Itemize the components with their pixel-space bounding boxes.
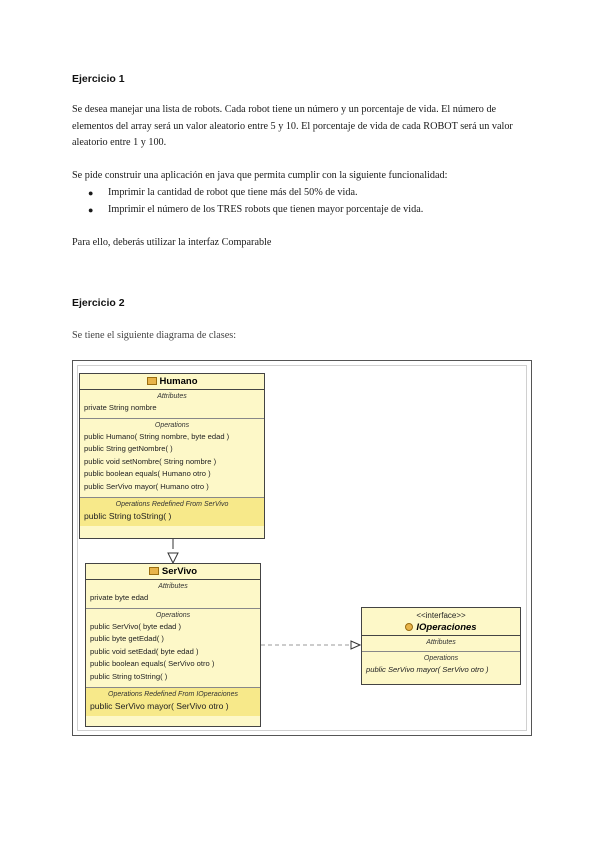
class-humano[interactable]: [79, 373, 265, 539]
ejercicio1-closing: Para ello, deberás utilizar la interfaz Comparable: [72, 237, 272, 248]
list-item: ● Imprimir la cantidad de robot que tiene más del 50% de vida.: [86, 185, 423, 202]
servivo-redefined-operations: Operations Redefined From IOperaciones public SerVivo mayor( SerVivo otro ): [86, 688, 260, 716]
class-icon: [149, 567, 159, 575]
class-servivo-title: SerVivo: [86, 564, 260, 580]
ioperaciones-operations: Operations public SerVivo mayor( SerVivo otro ): [366, 655, 489, 674]
class-diagram: [72, 360, 532, 736]
servivo-attributes: Attributes private byte edad: [86, 580, 260, 609]
realization-arrowhead: [351, 641, 360, 649]
class-humano-title: Humano: [80, 374, 264, 390]
ejercicio2-intro: Se tiene el siguiente diagrama de clases:: [72, 330, 237, 341]
class-icon: [147, 377, 157, 385]
ejercicio1-paragraph: Se desea manejar una lista de robots. Cada robot tiene un número y un porcentaje de vida. El número de elementos del array será un valor aleatorio entre 5 y 10. El porcentaje de vida de cada ROBOT será un valor aleatorio entre 1 y 100.: [72, 104, 513, 148]
requirements-list: [86, 185, 423, 218]
ioperaciones-attributes: Attributes: [362, 636, 520, 652]
interface-icon: [405, 623, 413, 631]
interface-ioperaciones[interactable]: [361, 607, 521, 685]
generalization-arrowhead: [168, 553, 178, 563]
list-item: ● Imprimir el número de los TRES robots que tienen mayor porcentaje de vida.: [86, 202, 423, 219]
servivo-operations: Operations public SerVivo( byte edad ) public byte getEdad( ) public void setEdad( byte edad ) public boolean equals( SerVivo otro ) public String toString( ): [86, 609, 260, 688]
humano-redefined-operations: Operations Redefined From SerVivo public String toString( ): [80, 498, 264, 526]
ejercicio1-requirement-intro: Se pide construir una aplicación en java que permita cumplir con la siguiente funcionalidad:: [72, 170, 448, 181]
class-servivo[interactable]: [85, 563, 261, 727]
ejercicio1-heading: Ejercicio 1: [72, 73, 125, 85]
bullet-icon: ●: [88, 204, 94, 215]
humano-attributes: Attributes private String nombre: [80, 390, 264, 419]
ejercicio2-heading: Ejercicio 2: [72, 297, 125, 309]
bullet-icon: ●: [88, 188, 94, 198]
interface-ioperaciones-title: <<interface>> IOperaciones: [362, 608, 520, 636]
humano-operations: Operations public Humano( String nombre, byte edad ) public String getNombre( ) public void setNombre( String nombre ) public boolean equals( Humano otro ) public SerVivo mayor( Humano otro ): [80, 419, 264, 498]
